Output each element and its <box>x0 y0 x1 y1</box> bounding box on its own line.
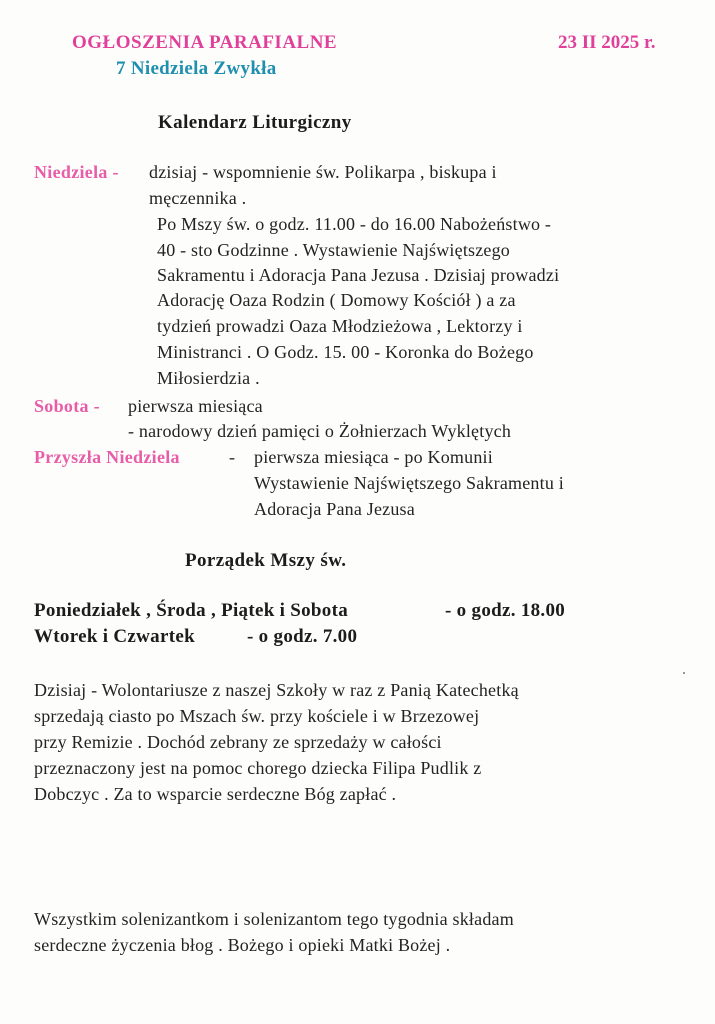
saturday-line: pierwsza miesiąca <box>128 396 263 416</box>
sunday-line: Po Mszy św. o godz. 11.00 - do 16.00 Nabożeństwo - <box>157 214 552 234</box>
scan-speck <box>683 672 685 674</box>
greeting-line: Wszystkim solenizantkom i solenizantom tego tygodnia składam <box>34 909 514 929</box>
sunday-line: Sakramentu i Adoracja Pana Jezusa . Dzisiaj prowadzi <box>157 265 560 285</box>
next-sunday-label: Przyszła Niedziela <box>34 447 180 467</box>
sunday-label: Niedziela - <box>34 162 119 182</box>
saturday-label: Sobota - <box>34 396 100 416</box>
announcement-line: Dobczyc . Za to wsparcie serdeczne Bóg zapłać . <box>34 784 397 804</box>
sunday-line: tydzień prowadzi Oaza Młodzieżowa , Lektorzy i <box>157 316 523 336</box>
next-sunday-dash: - <box>229 447 236 467</box>
sunday-line: 40 - sto Godzinne . Wystawienie Najświętszego <box>157 240 511 260</box>
mass-row-days: Poniedziałek , Środa , Piątek i Sobota <box>34 600 349 621</box>
sunday-line: dzisiaj - wspomnienie św. Polikarpa , biskupa i <box>149 162 497 182</box>
sunday-line: męczennika . <box>149 188 247 208</box>
mass-row-days: Wtorek i Czwartek <box>34 626 195 647</box>
page-subtitle: 7 Niedziela Zwykła <box>116 58 277 79</box>
announcement-line: sprzedają ciasto po Mszach św. przy kościele i w Brzezowej <box>34 706 480 726</box>
mass-order-heading: Porządek Mszy św. <box>185 550 347 571</box>
sunday-line: Ministranci . O Godz. 15. 00 - Koronka do Bożego <box>157 342 534 362</box>
greeting-line: serdeczne życzenia błog . Bożego i opieki Matki Bożej . <box>34 935 451 955</box>
sunday-line: Miłosierdzia . <box>157 368 260 388</box>
saturday-line: - narodowy dzień pamięci o Żołnierzach Wyklętych <box>128 421 512 441</box>
next-sunday-line: Adoracja Pana Jezusa <box>254 499 415 519</box>
date: 23 II 2025 r. <box>558 32 656 53</box>
sunday-line: Adorację Oaza Rodzin ( Domowy Kościół ) a za <box>157 290 516 310</box>
mass-row-time: - o godz. 7.00 <box>247 626 358 647</box>
mass-row-time: - o godz. 18.00 <box>445 600 566 621</box>
calendar-heading: Kalendarz Liturgiczny <box>158 112 352 133</box>
page-title: OGŁOSZENIA PARAFIALNE <box>72 32 338 53</box>
announcement-line: Dzisiaj - Wolontariusze z naszej Szkoły w raz z Panią Katechetką <box>34 680 519 700</box>
next-sunday-line: Wystawienie Najświętszego Sakramentu i <box>254 473 564 493</box>
announcement-line: przeznaczony jest na pomoc chorego dziecka Filipa Pudlik z <box>34 758 482 778</box>
next-sunday-line: pierwsza miesiąca - po Komunii <box>254 447 493 467</box>
announcement-line: przy Remizie . Dochód zebrany ze sprzedaży w całości <box>34 732 442 752</box>
